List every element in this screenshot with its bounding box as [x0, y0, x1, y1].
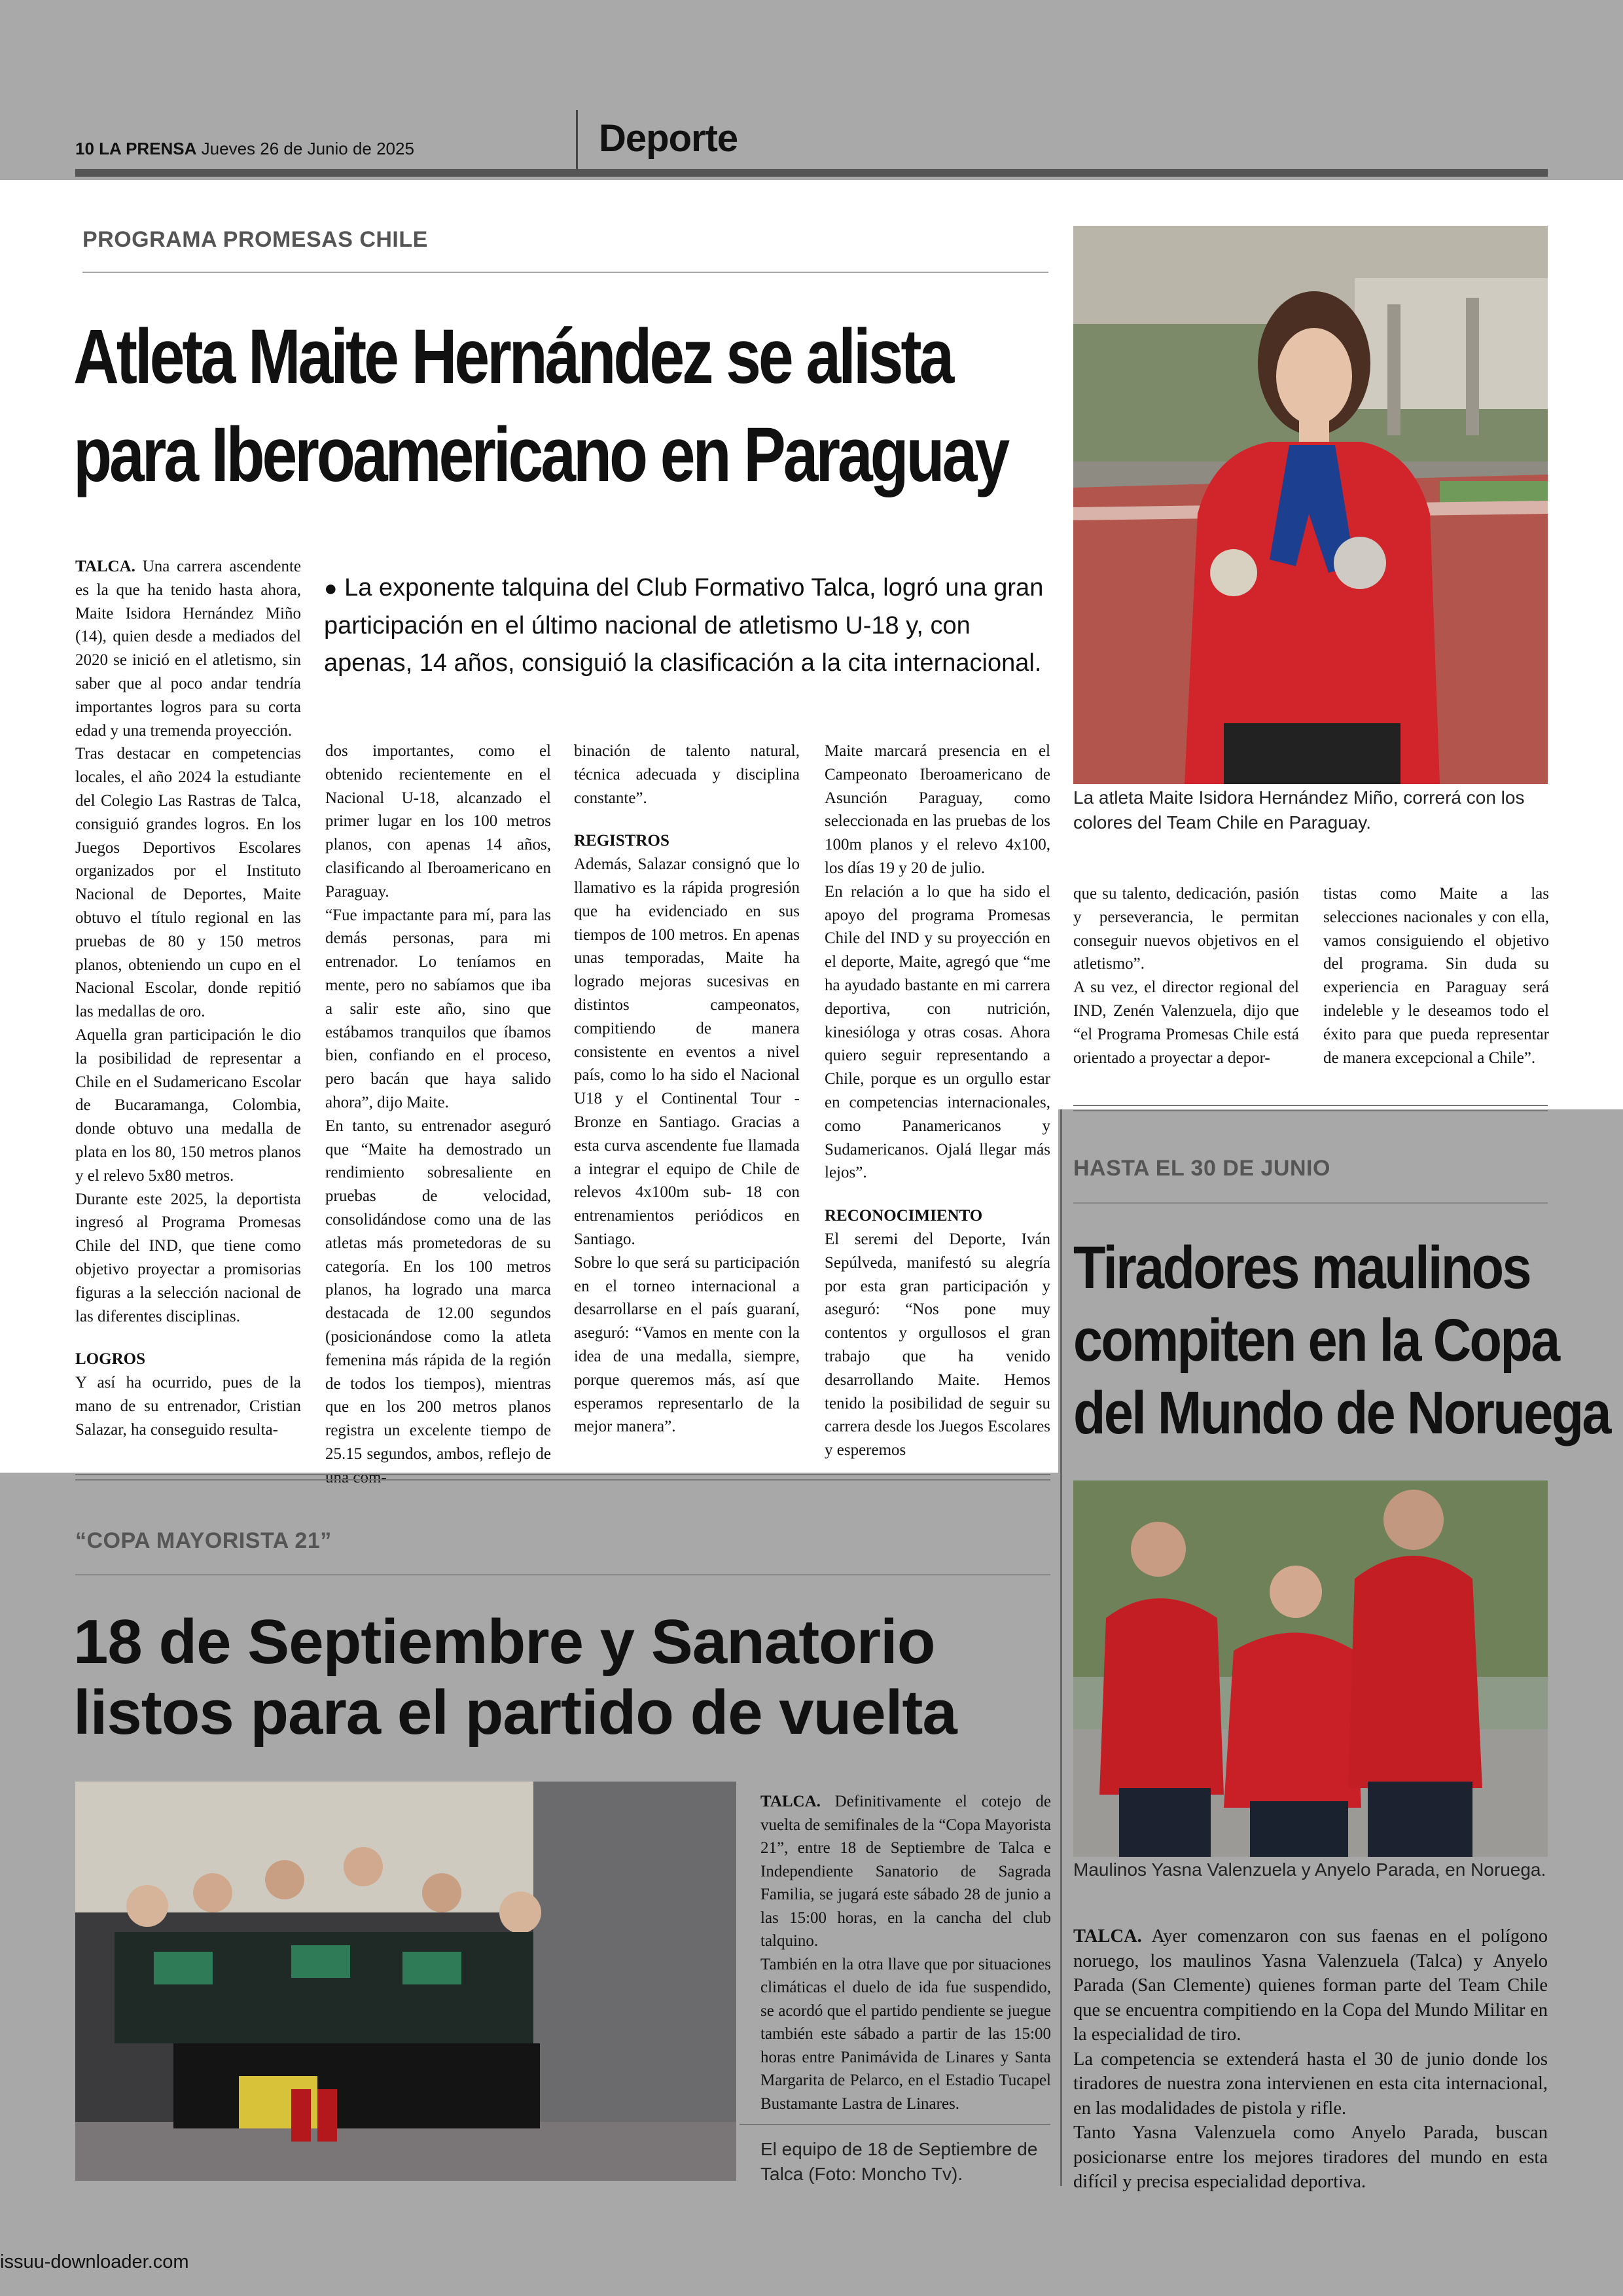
paragraph: Ayer comenzaron con sus faenas en el polígono noruego, los maulinos Yasna Valenzuela (Talca) y Anyelo Parada (San Clemente) quienes forman parte del Team Chile que se encuentra compitiendo en la Copa del Mundo Militar en la especialidad de tiro. — [1073, 1926, 1548, 2045]
article1-lead — [324, 569, 1057, 682]
dateline: TALCA. — [760, 1793, 821, 1810]
article3-body — [1073, 1924, 1548, 2195]
article1-kicker: PROGRAMA PROMESAS CHILE — [82, 227, 428, 252]
paragraph: binación de talento natural, técnica adecuada y disciplina constante”. — [574, 742, 800, 807]
article1-column-6 — [1323, 882, 1549, 1069]
team-photo-caption: El equipo de 18 de Septiembre de Talca (Foto: Moncho Tv). — [760, 2139, 1038, 2184]
kicker-rule — [75, 1574, 1050, 1575]
article1-headline — [73, 308, 1008, 504]
article1-column-2 — [325, 740, 551, 1490]
shooters-photo-caption: Maulinos Yasna Valenzuela y Anyelo Parada, en Noruega. — [1073, 1859, 1546, 1880]
paragraph: Maite marcará presencia en el Campeonato Iberoamericano de Asunción Paraguay, como seleccionada en las pruebas de los 100m planos y el relevo 4x100, los días 19 y 20 de julio. — [825, 742, 1050, 877]
article1-column-5 — [1073, 882, 1299, 1069]
article1-column-1 — [75, 555, 301, 1441]
kicker-rule — [1073, 1202, 1548, 1204]
paragraph: Durante este 2025, la deportista ingresó al Programa Promesas Chile del IND, que tiene como objetivo proyectar a promisorias figuras a la selección nacional de las diferentes disciplinas. — [75, 1190, 301, 1325]
watermark: issuu-downloader.com — [0, 2251, 189, 2272]
subheading: RECONOCIMIENTO — [825, 1207, 983, 1225]
lead-text: La exponente talquina del Club Formativo Talca, logró una gran participación en el último nacional de atletismo U-18 y, con apenas, 14 años, consiguió la clasificación a la cita internacional. — [324, 574, 1044, 677]
paragraph: Tanto Yasna Valenzuela como Anyelo Parada, buscan posicionarse entre los mejores tiradores del mundo en esta difícil y precisa especialidad deportiva. — [1073, 2123, 1548, 2192]
headline-line: listos para el partido de vuelta — [73, 1677, 957, 1748]
header-rule — [75, 169, 1548, 177]
headline-line: Atleta Maite Hernández se alista — [73, 314, 952, 400]
section-title: Deporte — [599, 117, 738, 160]
paragraph: La competencia se extenderá hasta el 30 de junio donde los tiradores de nuestra zona intervienen en esta cita internacional, en las modalidades de pistola y rifle. — [1073, 2049, 1548, 2119]
article1-column-3 — [574, 740, 800, 1439]
column-divider — [1060, 1109, 1062, 2186]
headline-line: del Mundo de Noruega — [1073, 1380, 1610, 1446]
paragraph: En relación a lo que ha sido el apoyo del programa Promesas Chile del IND y su proyección en el deporte, Maite, agregó que “me ha ayudado bastante en mi carrera deportiva, con nutrición, kinesióloga y otras cosas. Ahora quiero seguir representando a Chile, porque es un orgullo estar en competencias internacionales, como Panamericanos y Sudamericanos. Ojalá llegar más lejos”. — [825, 882, 1050, 1182]
paragraph: En tanto, su entrenador aseguró que “Maite ha demostrado un rendimiento sobresaliente en pruebas de velocidad, consolidándose como una de las atletas más prometedoras de su categoría. En los 100 metros planos, ha logrado una marca destacada de 12.00 segundos (posicionándose como la atleta femenina más rápida de la región de todos los tiempos), mientras que en los 200 metros planos registra un excelente tiempo de 25.15 segundos, ambos, reflejo de una com- — [325, 1117, 551, 1486]
headline-line: 18 de Septiembre y Sanatorio — [73, 1607, 935, 1677]
paragraph: Aquella gran participación le dio la posibilidad de representar a Chile en el Sudamericano Escolar de Bucaramanga, Colombia, donde obtuvo una medalla de plata en los 80, 150 metros planos y el relevo 5x80 metros. — [75, 1026, 301, 1185]
page-number: 10 — [75, 139, 94, 158]
athlete-photo — [1073, 226, 1548, 784]
dateline: TALCA. — [75, 558, 135, 575]
headline-line: Tiradores maulinos — [1073, 1234, 1530, 1301]
bullet-icon: ● — [324, 576, 338, 601]
article1-column-4 — [825, 740, 1050, 1462]
paragraph: También en la otra llave que por situaciones climáticas el duelo de ida fue suspendido, se acordó que el partido pendiente se juegue también este sábado a partir de las 15:00 horas entre Panimávida de Linares y Santa Margarita de Pelarco, en el Estadio Tucapel Bustamante Lastra de Linares. — [760, 1955, 1051, 2113]
shooters-photo — [1073, 1480, 1548, 1857]
paragraph: Tras destacar en competencias locales, el año 2024 la estudiante del Colegio Las Rastras de Talca, consiguió grandes logros. En los Juegos Deportivos Escolares organizados por el Instituto Nacional de Deportes, Maite obtuvo el título regional en las pruebas de 80 y 150 metros planos, obteniendo un cupo en el Nacional Escolar, donde repitió las medallas de oro. — [75, 745, 301, 1021]
paragraph: que su talento, dedicación, pasión y perseverancia, le permitan conseguir nuevos objetivos en el atletismo”. — [1073, 885, 1299, 973]
article2-kicker: “COPA MAYORISTA 21” — [75, 1528, 332, 1553]
athlete-photo-caption: La atleta Maite Isidora Hernández Miño, correrá con los colores del Team Chile en Paraguay. — [1073, 787, 1525, 833]
subheading: LOGROS — [75, 1350, 145, 1369]
article3-kicker: HASTA EL 30 DE JUNIO — [1073, 1156, 1330, 1181]
subheading: REGISTROS — [574, 832, 669, 850]
headline-line: para Iberoamericano en Paraguay — [73, 412, 1008, 498]
paragraph: tistas como Maite a las selecciones nacionales y con ella, vamos consiguiendo el objetivo del programa. Sin duda su experiencia en Paraguay será indeleble y le deseamos todo el éxito para que pueda representar de manera excepcional a Chile”. — [1323, 885, 1549, 1067]
kicker-rule — [82, 272, 1048, 273]
paragraph: Además, Salazar consignó que lo llamativo es la rápida progresión que ha evidenciado en sus tiempos de 100 metros. En apenas unas temporadas, Maite ha logrado mejoras sucesivas en distintos campeonatos, compitiendo de manera consistente en eventos a nivel país, como lo ha sido el Nacional U18 y el Continental Tour - Bronze en Santiago. Gracias a esta curva ascendente fue llamada a integrar el equipo de Chile de relevos 4x100m sub- 18 con entrenamientos periódicos en Santiago. — [574, 855, 800, 1248]
paragraph: El seremi del Deporte, Iván Sepúlveda, manifestó su alegría por esta gran participación y aseguró: “Nos pone muy contentos y orgullosos el gran trabajo que ha venido desarrollando Maite. Hemos tenido la posibilidad de seguir su carrera desde los Juegos Escolares y esperemos — [825, 1230, 1050, 1460]
headline-line: compiten en la Copa — [1073, 1307, 1559, 1374]
issue-date: Jueves 26 de Junio de 2025 — [201, 139, 414, 158]
caption-rule — [740, 2124, 1050, 2125]
paragraph: “Fue impactante para mí, para las demás personas, para mi entrenador. Lo teníamos en mente, pero no sabíamos que iba a salir este año, sino que estábamos tranquilos que íbamos bien, confiando en el proceso, pero bacán que haya salido ahora”, dijo Maite. — [325, 906, 551, 1111]
section-rule — [75, 1474, 1050, 1480]
paragraph: A su vez, el director regional del IND, Zenén Valenzuela, dijo que “el Programa Promesas Chile está orientado a proyectar a depor- — [1073, 978, 1299, 1067]
dateline: TALCA. — [1073, 1926, 1142, 1946]
section-rule — [1073, 1105, 1548, 1111]
article2-headline — [73, 1607, 1055, 1748]
team-photo — [75, 1782, 736, 2181]
paragraph: Definitivamente el cotejo de vuelta de semifinales de la “Copa Mayorista 21”, entre 18 de Septiembre de Talca e Independiente Sanatorio de Sagrada Familia, se jugará este sábado 28 de junio a las 15:00 horas, en la cancha del club talquino. — [760, 1793, 1051, 1950]
header-divider — [576, 110, 578, 175]
newspaper-name: LA PRENSA — [99, 139, 197, 158]
page-folio — [75, 139, 414, 159]
paragraph: Una carrera ascendente es la que ha tenido hasta ahora, Maite Isidora Hernández Miño (14), quien desde a mediados del 2020 se inició en el atletismo, sin saber que al poco andar tendría importantes logros para su corta edad y una tremenda proyección. — [75, 558, 302, 740]
article2-body — [760, 1790, 1051, 2115]
paragraph: dos importantes, como el obtenido recientemente en el Nacional U-18, alcanzado el primer lugar en los 100 metros planos, con apenas 14 años, clasificando al Iberoamericano en Paraguay. — [325, 742, 551, 901]
paragraph: Sobre lo que será su participación en el torneo internacional a desarrollarse en el país guaraní, aseguró: “Vamos en mente con la idea de una medalla, siempre, porque queremos más, así que esperamos representarlo de la mejor manera”. — [574, 1253, 800, 1436]
article3-headline — [1073, 1232, 1610, 1450]
paragraph: Y así ha ocurrido, pues de la mano de su entrenador, Cristian Salazar, ha conseguido resulta- — [75, 1374, 301, 1439]
